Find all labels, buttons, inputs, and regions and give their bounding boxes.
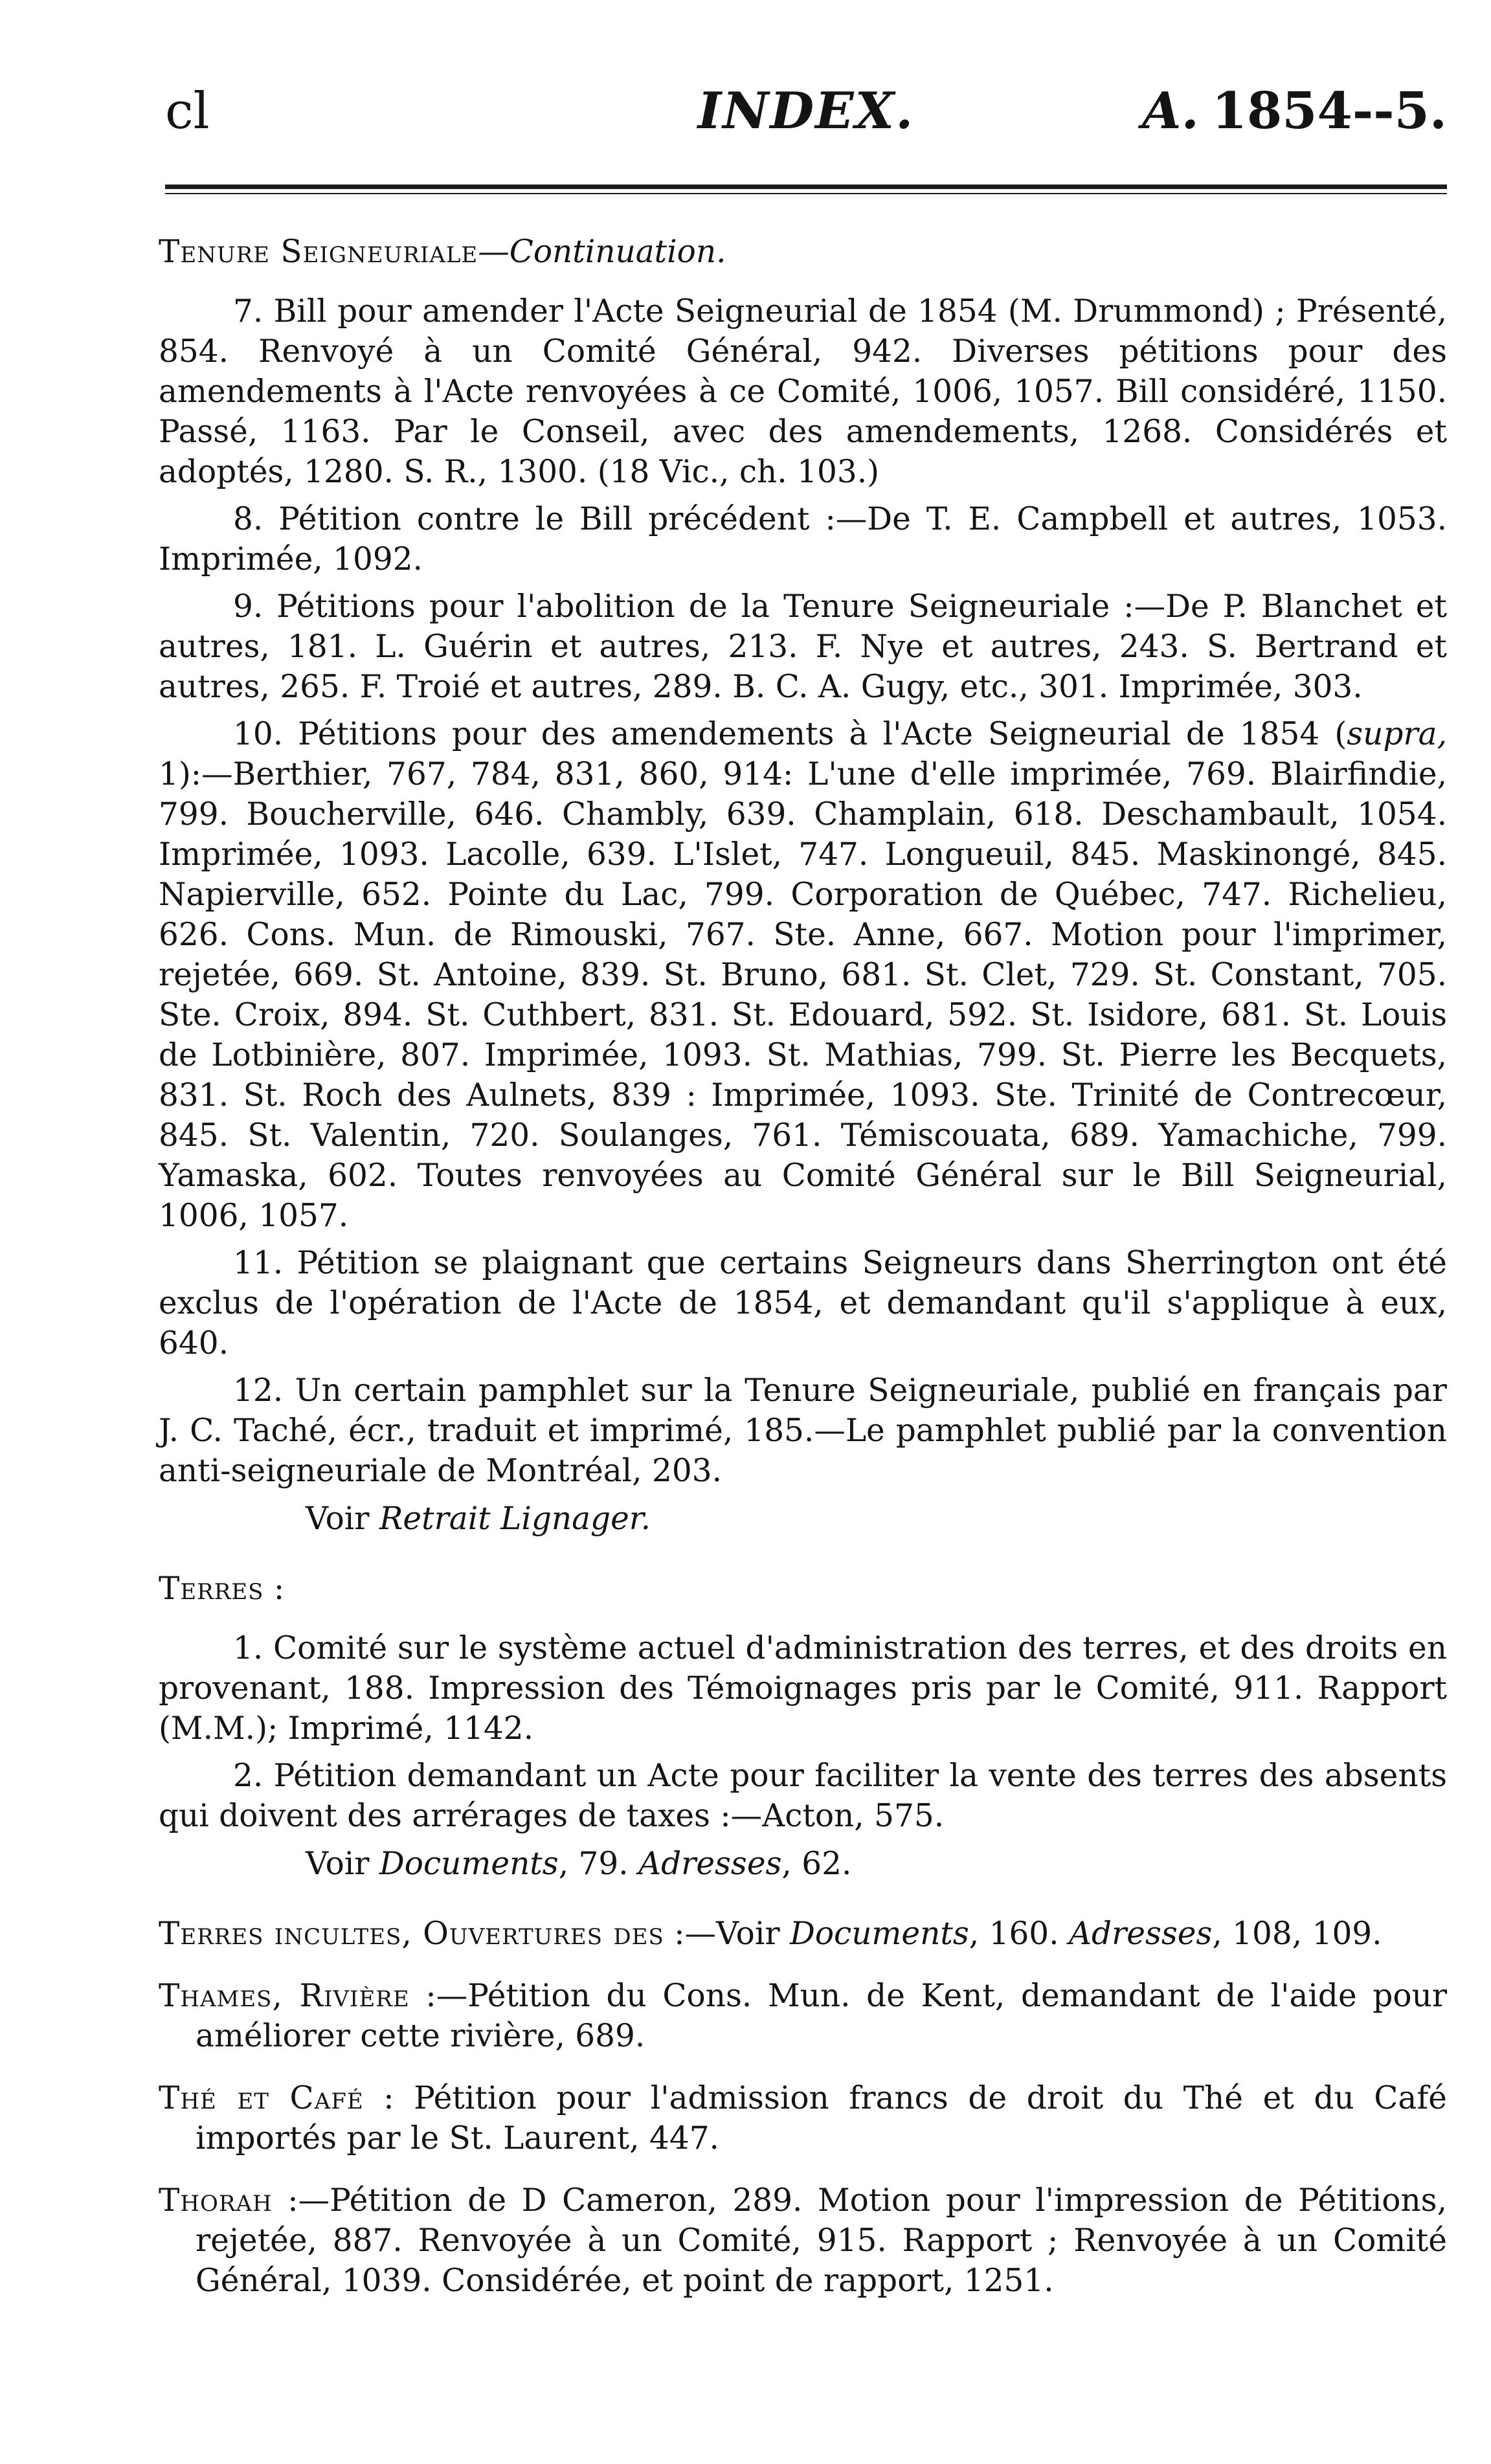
entry-text-3: , 108, 109. (1212, 1916, 1382, 1952)
index-item-11: 11. Pétition se plaignant que certains Seigneurs dans Sherrington ont été exclus de l'opération de l'Acte de 1854, et demandant qu'il s'applique à eux, 640. (159, 1245, 1447, 1361)
entry-text-2: , 160. (969, 1916, 1069, 1952)
voir-reference-adresses: Adresses (638, 1846, 782, 1882)
heading-text: Terres (159, 1571, 264, 1607)
see-also-tenure (159, 1499, 1447, 1539)
voir-reference: Retrait Lignager. (379, 1501, 651, 1537)
section-heading-tenure (159, 232, 1447, 272)
index-item-9: 9. Pétitions pour l'abolition de la Tenure Seigneuriale :—De P. Blanchet et autres, 181. L. Guérin et autres, 213. F. Nye et autres, 243. S. Bertrand et autres, 265. F. Troié et autres, 289. B. C. A. Gugy, etc., 301. Imprimée, 303. (159, 588, 1447, 705)
see-also-terres (159, 1844, 1447, 1884)
entry-reference-adresses: Adresses (1069, 1916, 1213, 1952)
entry-text: :—Pétition de D Cameron, 289. Motion pour l'impression de Pétitions, rejetée, 887. Renvoyée à un Comité, 915. Rapport ; Renvoyée à un Comité Général, 1039. Considérée, et point de rapport, 1251. (196, 2182, 1447, 2299)
terres-item-2: 2. Pétition demandant un Acte pour faciliter la vente des terres des absents qui doivent des arrérages de taxes :—Acton, 575. (159, 1758, 1447, 1834)
item-10-rest: 1):—Berthier, 767, 784, 831, 860, 914: L'une d'elle imprimée, 769. Blairfindie, 799. Boucherville, 646. Chambly, 639. Champlain, 618. Deschambault, 1054. Imprimée, 1093. Lacolle, 639. L'Islet, 747. Longueuil, 845. Maskinongé, 845. Napierville, 652. Pointe du Lac, 799. Corporation de Québec, 747. Richelieu, 626. Cons. Mun. de Rimouski, 767. Ste. Anne, 667. Motion pour l'imprimer, rejetée, 669. St. Antoine, 839. St. Bruno, 681. St. Clet, 729. St. Constant, 705. Ste. Croix, 894. St. Cuthbert, 831. St. Edouard, 592. St. Isidore, 681. St. Louis de Lotbinière, 807. Imprimée, 1093. St. Mathias, 799. St. Pierre les Becquets, 831. St. Roch des Aulnets, 839 : Imprimée, 1093. Ste. Trinité de Contrecœur, 845. St. Valentin, 720. Soulanges, 761. Témiscouata, 689. Yamachiche, 799. Yamaska, 602. Toutes renvoyées au Comité Général sur le Bill Seigneurial, 1006, 1057. (159, 756, 1447, 1234)
page-number: cl (165, 82, 210, 140)
entry-text: : Pétition pour l'admission francs de droit du Thé et du Café importés par le St. Laurent, 447. (196, 2080, 1447, 2156)
item-10-start: 10. Pétitions pour des amendements à l'Acte Seigneurial de 1854 ( (233, 716, 1347, 752)
index-item-12: 12. Un certain pamphlet sur la Tenure Seigneuriale, publié en français par J. C. Taché, écr., traduit et imprimé, 185.—Le pamphlet publié par la convention anti-seigneuriale de Montréal, 203. (159, 1372, 1447, 1489)
index-item-10 (159, 714, 1447, 1236)
continuation-label: —Continuation. (478, 234, 726, 270)
index-content (159, 232, 1447, 2323)
entry-the-cafe (159, 2078, 1447, 2158)
header-rule-thin (165, 193, 1447, 194)
voir-reference-documents: Documents (379, 1846, 559, 1882)
voir-label: Voir (306, 1846, 379, 1882)
item-10-supra: supra, (1347, 716, 1447, 752)
voir-label: Voir (306, 1501, 379, 1537)
entry-heading: Thorah (159, 2182, 273, 2219)
entry-heading: Terres incultes, Ouvertures des (159, 1916, 664, 1952)
entry-thorah (159, 2180, 1447, 2301)
page-header (165, 79, 1447, 144)
entry-text: :—Pétition du Cons. Mun. de Kent, demandant de l'aide pour améliorer cette rivière, 689. (196, 1978, 1448, 2054)
page-title: INDEX. (697, 82, 915, 140)
voir-page-2: , 62. (781, 1846, 852, 1882)
index-item-7: 7. Bill pour amender l'Acte Seigneurial de 1854 (M. Drummond) ; Présenté, 854. Renvoyé à un Comité Général, 942. Diverses pétitions pour des amendements à l'Acte renvoyées à ce Comité, 1006, 1057. Bill considéré, 1150. Passé, 1163. Par le Conseil, avec des amendements, 1268. Considérés et adoptés, 1280. S. R., 1300. (18 Vic., ch. 103.) (159, 293, 1447, 490)
entry-terres-incultes (159, 1914, 1447, 1954)
heading-text: Tenure Seigneuriale (159, 234, 478, 270)
entry-thames (159, 1976, 1447, 2056)
heading-colon: : (263, 1571, 285, 1607)
index-item-8: 8. Pétition contre le Bill précédent :—De T. E. Campbell et autres, 1053. Imprimée, 1092. (159, 501, 1447, 577)
entry-text-1: :—Voir (664, 1916, 790, 1952)
entry-reference-documents: Documents (789, 1916, 969, 1952)
voir-page-1: , 79. (558, 1846, 639, 1882)
header-rule-thick (165, 185, 1447, 189)
session-year: 1854--5. (1211, 82, 1447, 140)
entry-heading: Thames, Rivière (159, 1978, 410, 2014)
entry-heading: Thé et Café (159, 2080, 364, 2116)
terres-item-1: 1. Comité sur le système actuel d'administration des terres, et des droits en provenant, 188. Impression des Témoignages pris par le Comité, 911. Rapport (M.M.); Imprimé, 1142. (159, 1630, 1447, 1747)
header-session (1142, 79, 1447, 144)
section-heading-terres (159, 1569, 1447, 1609)
section-letter: A. (1142, 82, 1199, 140)
